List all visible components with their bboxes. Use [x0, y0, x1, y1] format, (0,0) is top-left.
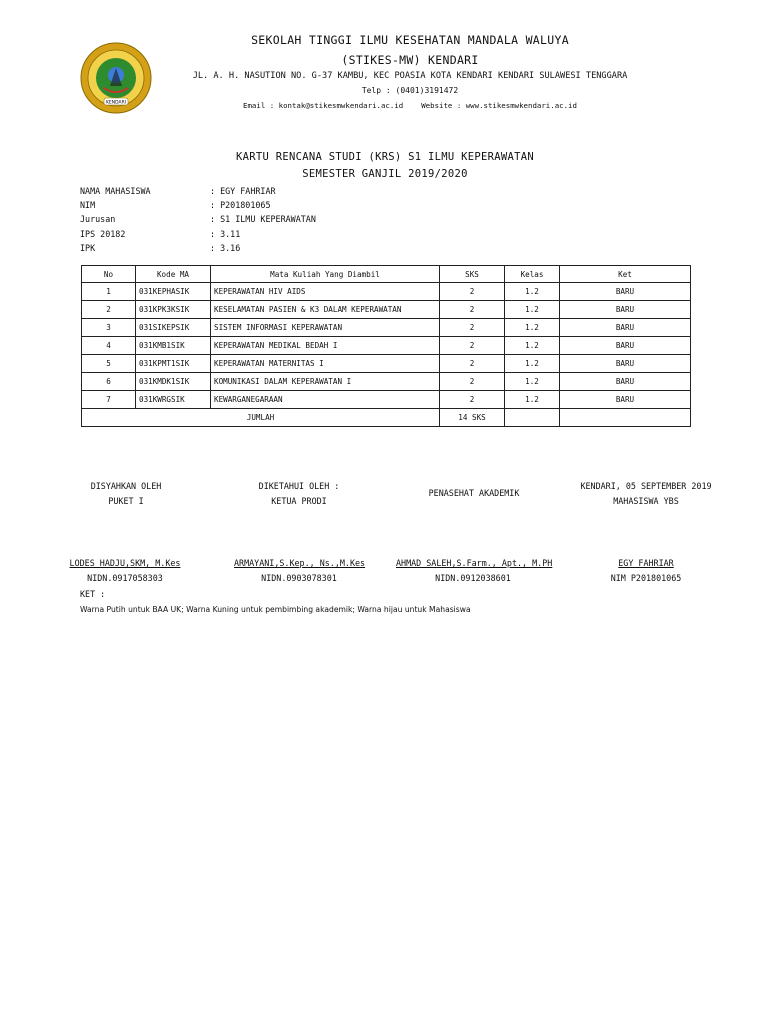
table-row [82, 283, 691, 301]
info-label: IPK [80, 242, 96, 253]
school-logo-icon [80, 42, 152, 114]
cell-ket: BARU [560, 355, 691, 373]
cell-kode: 031KEPHASIK [136, 283, 211, 301]
cell-kode: 031KMB1SIK [136, 337, 211, 355]
header-kelas: Kelas [505, 266, 560, 283]
info-label: IPS 20182 [80, 228, 126, 239]
cell-no: 6 [82, 373, 136, 391]
sig3-id: NIDN.0912038601 [435, 573, 511, 583]
info-value: : P201801065 [210, 200, 271, 211]
cell-ket: BARU [560, 301, 691, 319]
header-kode: Kode MA [136, 266, 211, 283]
cell-kode: 031SIKEPSIK [136, 319, 211, 337]
school-website: Website : www.stikesmwkendari.ac.id [421, 101, 577, 110]
sig2-id: NIDN.0903078301 [261, 573, 337, 583]
sig4-line2: MAHASISWA YBS [613, 496, 679, 506]
header-sks: SKS [440, 266, 505, 283]
info-label: NIM [80, 200, 96, 211]
school-name: SEKOLAH TINGGI ILMU KESEHATAN MANDALA WALUYA [251, 33, 569, 47]
cell-kode: 031KPK3KSIK [136, 301, 211, 319]
sig2-line2: KETUA PRODI [271, 496, 327, 506]
sig2-name: ARMAYANI,S.Kep., Ns.,M.Kes [234, 558, 366, 568]
cell-mata-kuliah: KESELAMATAN PASIEN & K3 DALAM KEPERAWATAN [211, 301, 440, 319]
info-label: NAMA MAHASISWA [80, 186, 151, 196]
cell-sks: 2 [440, 355, 505, 373]
cell-kelas: 1.2 [505, 337, 560, 355]
school-abbrev: (STIKES-MW) KENDARI [341, 53, 479, 67]
total-empty-cell [505, 409, 560, 427]
cell-mata-kuliah: KEWARGANEGARAAN [211, 391, 440, 409]
cell-kode: 031KMDK1SIK [136, 373, 211, 391]
header-ket: Ket [560, 266, 691, 283]
cell-no: 7 [82, 391, 136, 409]
school-contact [150, 101, 670, 110]
cell-ket: BARU [560, 319, 691, 337]
cell-no: 3 [82, 319, 136, 337]
sig1-id: NIDN.0917058303 [87, 573, 163, 583]
table-row [82, 391, 691, 409]
cell-kelas: 1.2 [505, 283, 560, 301]
cell-no: 5 [82, 355, 136, 373]
cell-mata-kuliah: KEPERAWATAN MATERNITAS I [211, 355, 440, 373]
sig3-name: AHMAD SALEH,S.Farm., Apt., M.PH [396, 558, 553, 568]
cell-no: 1 [82, 283, 136, 301]
total-empty-cell [560, 409, 691, 427]
cell-kelas: 1.2 [505, 301, 560, 319]
document-title: KARTU RENCANA STUDI (KRS) S1 ILMU KEPERAWATAN [236, 151, 534, 163]
cell-no: 2 [82, 301, 136, 319]
school-email: Email : kontak@stikesmwkendari.ac.id [243, 101, 404, 110]
cell-kelas: 1.2 [505, 355, 560, 373]
cell-mata-kuliah: KEPERAWATAN MEDIKAL BEDAH I [211, 337, 440, 355]
total-sks: 14 SKS [440, 409, 505, 427]
total-label: JUMLAH [82, 409, 440, 427]
cell-sks: 2 [440, 283, 505, 301]
table-total-row [82, 409, 691, 427]
table-header-row [82, 266, 691, 283]
cell-sks: 2 [440, 301, 505, 319]
cell-no: 4 [82, 337, 136, 355]
sig1-name: LODES HADJU,SKM, M.Kes [69, 558, 181, 568]
ket-label: KET : [80, 589, 106, 599]
info-value: : 3.11 [210, 228, 241, 239]
sig4-name: EGY FAHRIAR [618, 558, 674, 568]
cell-kelas: 1.2 [505, 373, 560, 391]
cell-mata-kuliah: KOMUNIKASI DALAM KEPERAWATAN I [211, 373, 440, 391]
school-address: JL. A. H. NASUTION NO. G-37 KAMBU, KEC POASIA KOTA KENDARI KENDARI SULAWESI TENGGARA [192, 71, 628, 81]
table-row [82, 355, 691, 373]
cell-sks: 2 [440, 391, 505, 409]
table-row [82, 319, 691, 337]
cell-kode: 031KWRGSIK [136, 391, 211, 409]
table-row [82, 301, 691, 319]
school-phone: Telp : (0401)3191472 [361, 86, 459, 95]
info-value: : EGY FAHRIAR [210, 186, 276, 196]
cell-sks: 2 [440, 373, 505, 391]
cell-ket: BARU [560, 283, 691, 301]
cell-ket: BARU [560, 373, 691, 391]
cell-sks: 2 [440, 319, 505, 337]
cell-mata-kuliah: SISTEM INFORMASI KEPERAWATAN [211, 319, 440, 337]
logo-text: KENDARI [105, 100, 127, 106]
copy-color-note: Warna Putih untuk BAA UK; Warna Kuning untuk pembimbing akademik; Warna hijau untuk Mahasiswa [80, 605, 471, 614]
info-label: Jurusan [80, 214, 116, 225]
table-row [82, 373, 691, 391]
sig3-line1: PENASEHAT AKADEMIK [428, 488, 520, 498]
cell-kode: 031KPMT1SIK [136, 355, 211, 373]
info-value: : 3.16 [210, 242, 241, 253]
info-value: : S1 ILMU KEPERAWATAN [210, 214, 316, 225]
sig1-line1: DISYAHKAN OLEH [90, 481, 162, 491]
header-no: No [82, 266, 136, 283]
cell-mata-kuliah: KEPERAWATAN HIV AIDS [211, 283, 440, 301]
cell-kelas: 1.2 [505, 319, 560, 337]
sig2-line1: DIKETAHUI OLEH : [258, 481, 340, 491]
course-table [81, 265, 691, 427]
document-subtitle: SEMESTER GANJIL 2019/2020 [302, 168, 468, 180]
cell-ket: BARU [560, 391, 691, 409]
cell-ket: BARU [560, 337, 691, 355]
sig1-line2: PUKET I [108, 496, 144, 506]
table-row [82, 337, 691, 355]
sig4-id: NIM P201801065 [610, 573, 682, 583]
header-mata-kuliah: Mata Kuliah Yang Diambil [211, 266, 440, 283]
cell-sks: 2 [440, 337, 505, 355]
cell-kelas: 1.2 [505, 391, 560, 409]
sig4-line1: KENDARI, 05 SEPTEMBER 2019 [580, 481, 712, 491]
